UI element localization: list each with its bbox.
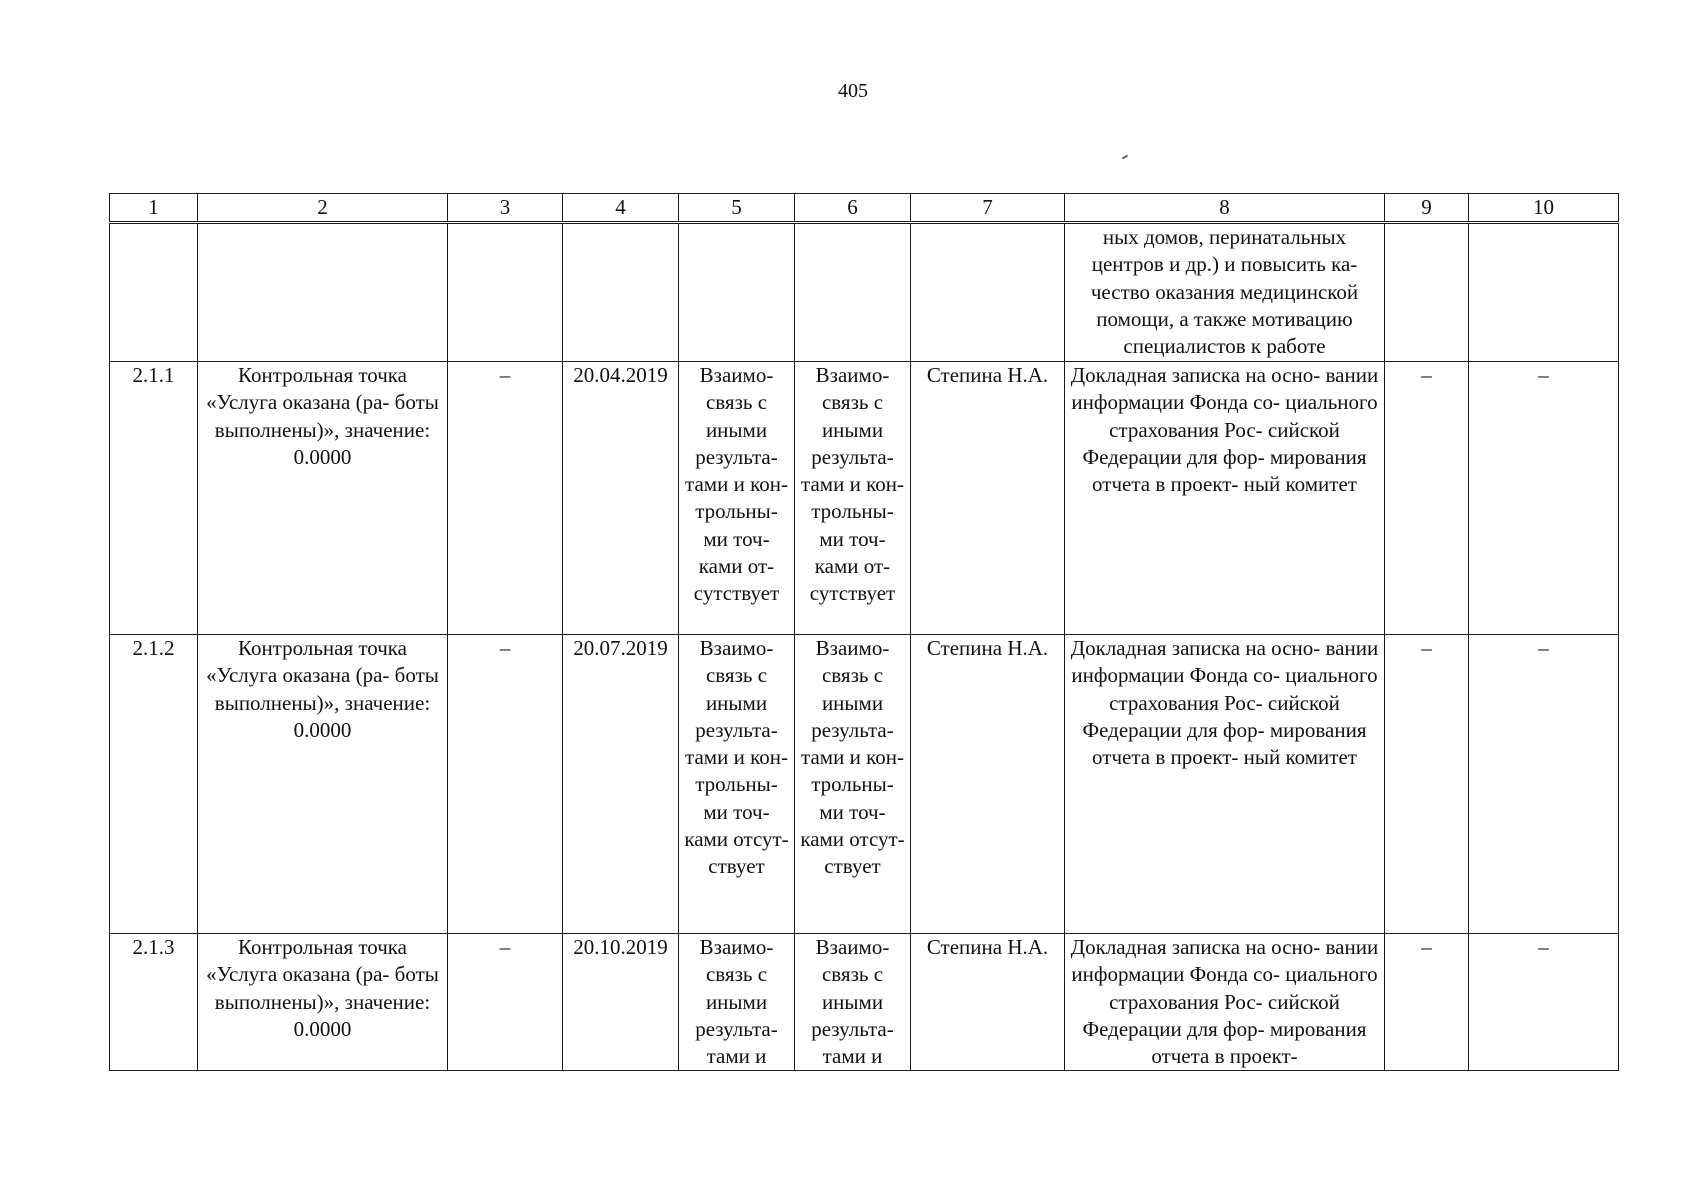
control-point-name-cell: Контрольная точка «Услуга оказана (ра- боты выполнены)», значение: 0.0000 [198,635,448,934]
column-header: 3 [448,194,563,223]
continuation-text-cell [1065,223,1385,362]
relation-cell: Взаимо- связь с иными результа- тами и кон- трольны- ми точ- ками от- сутствует [679,362,795,635]
date-cell: 20.04.2019 [563,362,679,635]
document-cell: Докладная записка на осно- вании информации Фонда со- циального страхования Рос- сийской Федерации для фор- мирования отчета в проект- [1065,934,1385,1071]
document-cell: Докладная записка на осно- вании информации Фонда со- циального страхования Рос- сийской Федерации для фор- мирования отчета в проект- ный комитет [1065,635,1385,934]
col3-cell: – [448,934,563,1071]
row-number-cell: 2.1.3 [110,934,198,1071]
empty-cell [911,223,1065,362]
column-header: 6 [795,194,911,223]
column-header: 9 [1385,194,1469,223]
empty-cell [110,223,198,362]
column-header: 4 [563,194,679,223]
col3-cell: – [448,362,563,635]
column-header: 1 [110,194,198,223]
column-header: 2 [198,194,448,223]
control-point-name-cell: Контрольная точка «Услуга оказана (ра- боты выполнены)», значение: 0.0000 [198,362,448,635]
empty-cell [563,223,679,362]
control-point-name-cell: Контрольная точка «Услуга оказана (ра- боты выполнены)», значение: 0.0000 [198,934,448,1071]
empty-cell [1469,223,1619,362]
table-row [110,362,1619,635]
document-cell: Докладная записка на осно- вании информации Фонда со- циального страхования Рос- сийской Федерации для фор- мирования отчета в проект- ный комитет [1065,362,1385,635]
column-number-row [110,194,1619,223]
col10-cell: – [1469,635,1619,934]
table-row-continuation [110,223,1619,362]
relation-cell: Взаимо- связь с иными результа- тами и [679,934,795,1071]
continuation-text: ных домов, перинатальных центров и др.) и повысить ка- чество оказания медицинской помощи, а также мотивацию специалистов к работе [1090,225,1359,359]
col9-cell: – [1385,635,1469,934]
empty-cell [448,223,563,362]
scan-mark [1122,155,1128,160]
empty-cell [198,223,448,362]
empty-cell [795,223,911,362]
col10-cell: – [1469,362,1619,635]
responsible-cell: Степина Н.А. [911,362,1065,635]
table-row [110,635,1619,934]
responsible-cell: Степина Н.А. [911,635,1065,934]
relation-cell: Взаимо- связь с иными результа- тами и [795,934,911,1071]
row-number-cell: 2.1.1 [110,362,198,635]
relation-cell: Взаимо- связь с иными результа- тами и кон- трольны- ми точ- ками отсут- ствует [679,635,795,934]
relation-cell: Взаимо- связь с иными результа- тами и кон- трольны- ми точ- ками от- сутствует [795,362,911,635]
document-table [109,193,1619,1071]
column-header: 8 [1065,194,1385,223]
page-number: 405 [838,80,868,102]
date-cell: 20.07.2019 [563,635,679,934]
col9-cell: – [1385,362,1469,635]
col3-cell: – [448,635,563,934]
table-row [110,934,1619,1071]
row-number-cell: 2.1.2 [110,635,198,934]
responsible-cell: Степина Н.А. [911,934,1065,1071]
column-header: 7 [911,194,1065,223]
column-header: 5 [679,194,795,223]
column-header: 10 [1469,194,1619,223]
col10-cell: – [1469,934,1619,1071]
date-cell: 20.10.2019 [563,934,679,1071]
relation-cell: Взаимо- связь с иными результа- тами и кон- трольны- ми точ- ками отсут- ствует [795,635,911,934]
empty-cell [679,223,795,362]
col9-cell: – [1385,934,1469,1071]
empty-cell [1385,223,1469,362]
